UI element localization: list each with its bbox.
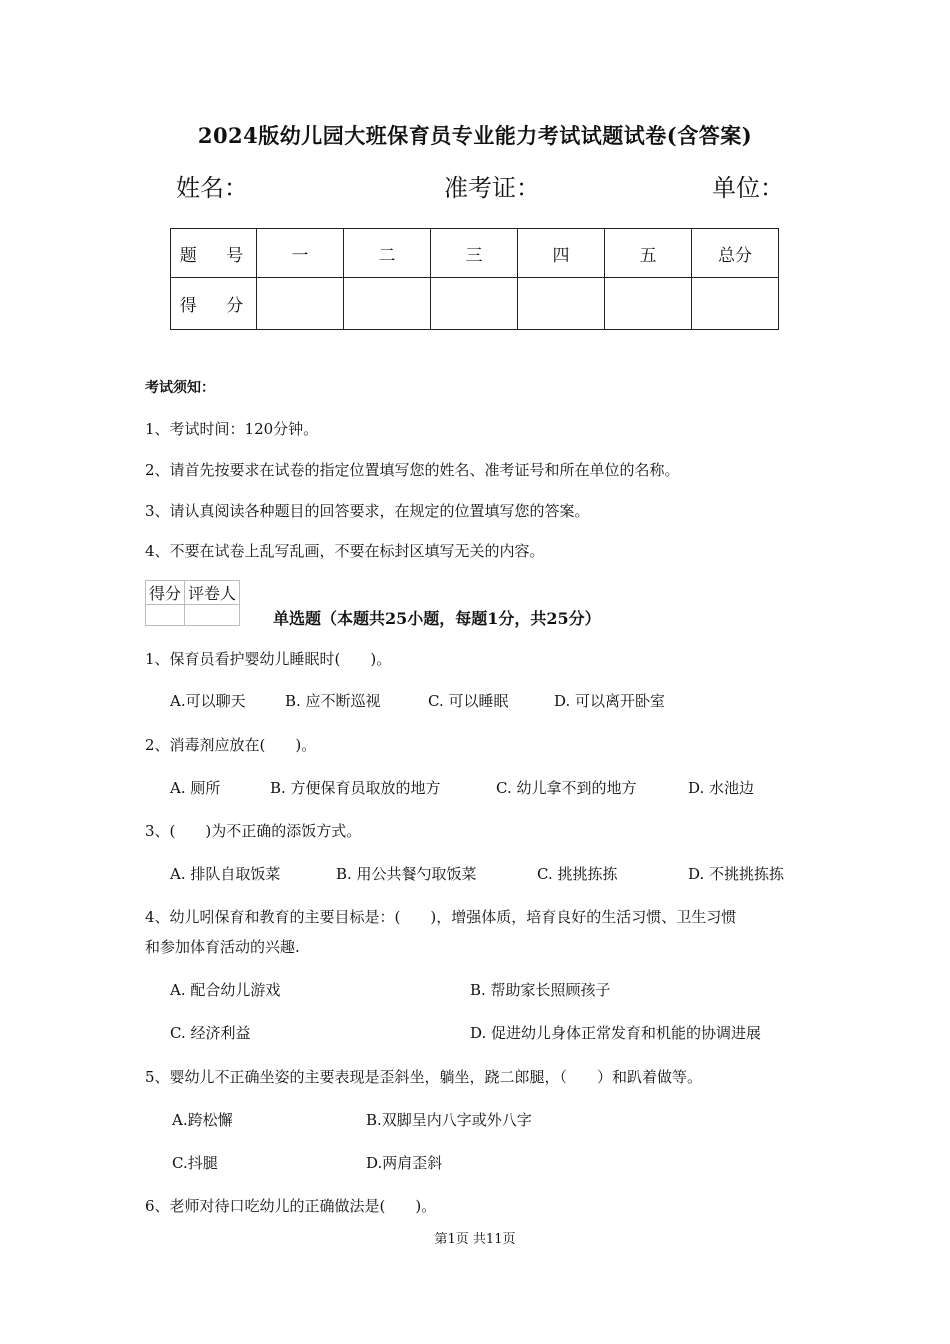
exam-title: 2024版幼儿园大班保育员专业能力考试试题试卷(含答案)	[197, 123, 753, 148]
q3-option-d: D. 不挑挑拣拣	[688, 865, 785, 883]
q4-option-a: A. 配合幼儿游戏	[170, 981, 281, 999]
q5-option-d: D.两肩歪斜	[366, 1154, 443, 1172]
score-cell-2[interactable]	[344, 278, 431, 330]
section-title: 单选题（本题共25小题，每题1分，共25分）	[273, 609, 601, 628]
column-total: 总分	[692, 229, 779, 278]
row-label-score: 得 分	[171, 278, 257, 330]
q2-option-d: D. 水池边	[688, 779, 755, 797]
grader-name-label: 评卷人	[185, 581, 240, 605]
q2-option-c: C. 幼儿拿不到的地方	[496, 779, 637, 797]
q1-option-a: A.可以聊天	[170, 692, 246, 710]
question-4-line-1: 4、幼儿吲保育和教育的主要目标是：( )，增强体质，培育良好的生活习惯、卫生习惯	[145, 908, 737, 926]
score-cell-3[interactable]	[431, 278, 518, 330]
q2-option-b: B. 方便保育员取放的地方	[270, 779, 441, 797]
question-4-line-2: 和参加体育活动的兴趣.	[145, 938, 300, 956]
q3-option-a: A. 排队自取饭菜	[170, 865, 281, 883]
q4-option-b: B. 帮助家长照顾孩子	[470, 981, 611, 999]
score-cell-4[interactable]	[518, 278, 605, 330]
column-5: 五	[605, 229, 692, 278]
page-footer: 第1页 共11页	[434, 1232, 516, 1247]
unit-label: 单位：	[712, 174, 784, 202]
score-cell-1[interactable]	[257, 278, 344, 330]
q3-option-c: C. 挑挑拣拣	[537, 865, 618, 883]
column-1: 一	[257, 229, 344, 278]
q4-option-c: C. 经济利益	[170, 1024, 251, 1042]
grader-score-cell[interactable]	[146, 605, 185, 626]
score-cell-total[interactable]	[692, 278, 779, 330]
grader-name-cell[interactable]	[185, 605, 240, 626]
notice-heading: 考试须知：	[145, 380, 215, 396]
exam-id-label: 准考证：	[444, 174, 540, 202]
column-2: 二	[344, 229, 431, 278]
name-label: 姓名：	[176, 174, 248, 202]
q5-option-c: C.抖腿	[172, 1154, 218, 1172]
notice-item-4: 4、不要在试卷上乱写乱画，不要在标封区填写无关的内容。	[145, 542, 545, 560]
q1-option-c: C. 可以睡眠	[428, 692, 509, 710]
score-cell-5[interactable]	[605, 278, 692, 330]
q5-option-a: A.跨松懈	[172, 1111, 233, 1129]
notice-item-2: 2、请首先按要求在试卷的指定位置填写您的姓名、准考证号和所在单位的名称。	[145, 461, 680, 479]
grader-box	[145, 580, 240, 626]
column-4: 四	[518, 229, 605, 278]
question-1: 1、保育员看护婴幼儿睡眠时( )。	[145, 650, 392, 668]
notice-item-1: 1、考试时间：120分钟。	[145, 420, 319, 438]
row-label-number: 题 号	[171, 229, 257, 278]
q1-option-d: D. 可以离开卧室	[554, 692, 666, 710]
q5-option-b: B.双脚呈内八字或外八字	[366, 1111, 532, 1129]
score-table-score-row	[171, 278, 779, 330]
score-table-header-row	[171, 229, 779, 278]
question-6: 6、老师对待口吃幼儿的正确做法是( )。	[145, 1197, 437, 1215]
question-2: 2、消毒剂应放在( )。	[145, 736, 317, 754]
q1-option-b: B. 应不断巡视	[285, 692, 381, 710]
score-table	[170, 228, 779, 330]
column-3: 三	[431, 229, 518, 278]
grader-score-label: 得分	[146, 581, 185, 605]
question-3: 3、( )为不正确的添饭方式。	[145, 822, 362, 840]
question-5: 5、婴幼儿不正确坐姿的主要表现是歪斜坐，躺坐，跷二郎腿，（ ）和趴着做等。	[145, 1068, 703, 1086]
q4-option-d: D. 促进幼儿身体正常发育和机能的协调进展	[470, 1024, 762, 1042]
q3-option-b: B. 用公共餐勺取饭菜	[336, 865, 477, 883]
q2-option-a: A. 厕所	[170, 779, 221, 797]
notice-item-3: 3、请认真阅读各种题目的回答要求，在规定的位置填写您的答案。	[145, 502, 590, 520]
